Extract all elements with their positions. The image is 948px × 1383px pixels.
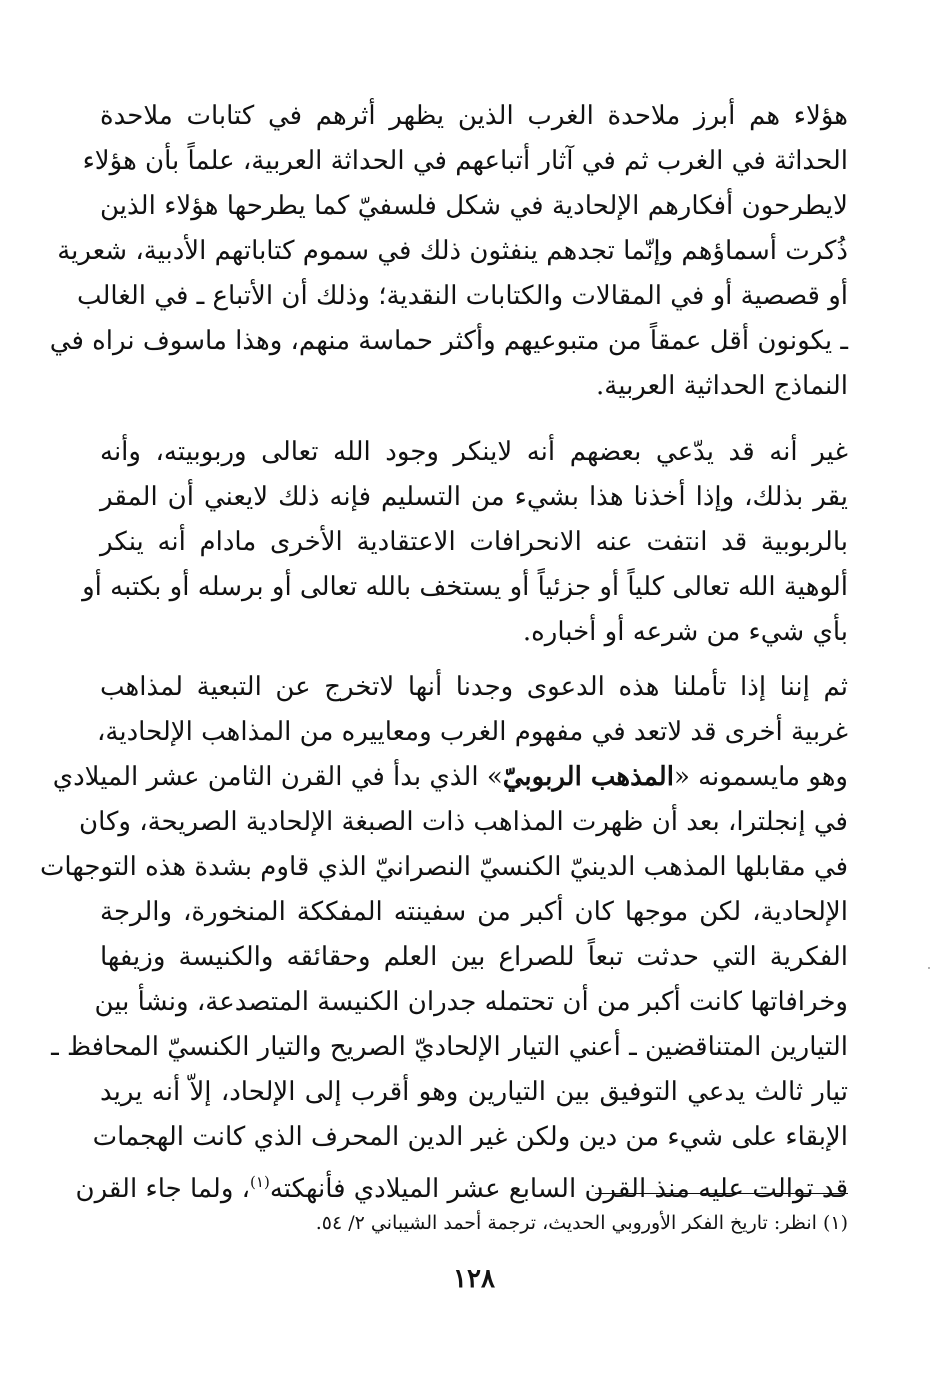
- footnote-marker: (١): [250, 1173, 270, 1191]
- paragraph-2: [82, 430, 848, 655]
- text-fragment: قد توالت عليه منذ القرن السابع عشر الميلادي فأنهكته: [269, 1174, 848, 1204]
- text-fragment: وهو مايسمونه «: [673, 762, 848, 792]
- text-line: الإلحادية، لكن موجها كان أكبر من سفينته المفككة المنخورة، والرجة: [100, 897, 848, 927]
- text-line: ثم إننا إذا تأملنا هذه الدعوى وجدنا أنها لاتخرج عن التبعية لمذاهب: [100, 672, 848, 702]
- text-fragment: » الذي بدأ في القرن الثامن عشر الميلادي: [52, 762, 503, 792]
- text-line: الإبقاء على شيء من دين ولكن غير الدين المحرف الذي كانت الهجمات: [92, 1122, 848, 1152]
- text-line: الحداثة في الغرب ثم في آثار أتباعهم في الحداثة العربية، علماً بأن هؤلاء: [82, 146, 848, 176]
- text-line: النماذج الحداثية العربية.: [596, 371, 848, 401]
- text-line: في مقابلها المذهب الدينيّ الكنسيّ النصرانيّ الذي قاوم بشدة هذه التوجهات: [39, 852, 848, 882]
- text-line: غربية أخرى قد لاتعد في مفهوم الغرب ومعاييره من المذاهب الإلحادية،: [97, 717, 848, 747]
- paragraph-3: [39, 665, 848, 1205]
- text-line: أو قصصية أو في المقالات والكتابات النقدية؛ وذلك أن الأتباع ـ في الغالب: [76, 281, 848, 311]
- footnote-divider: [595, 1193, 848, 1194]
- text-line: هؤلاء هم أبرز ملاحدة الغرب الذين يظهر أثرهم في كتابات ملاحدة: [100, 101, 848, 131]
- text-line: ألوهية الله تعالى كلياً أو جزئياً أو يستخف بالله تعالى أو برسله أو بكتبه أو: [82, 572, 848, 602]
- text-line: لايطرحون أفكارهم الإلحادية في شكل فلسفيّ كما يطرحها هؤلاء الذين: [100, 191, 848, 221]
- page-number: ١٢٨: [453, 1264, 495, 1294]
- text-line: وخرافاتها كانت أكبر من أن تحتمله جدران الكنيسة المتصدعة، ونشأ بين: [94, 987, 848, 1017]
- text-line: الفكرية التي حدثت تبعاً للصراع بين العلم وحقائقه والكنيسة وزيفها: [100, 942, 848, 972]
- text-line: ذُكرت أسماؤهم وإنّما تجدهم ينفثون ذلك في سموم كتاباتهم الأدبية، شعرية: [57, 236, 848, 266]
- paragraph-1: [49, 94, 848, 409]
- bold-term: المذهب الربوبيّ: [502, 762, 674, 792]
- text-line: التيارين المتناقضين ـ أعني التيار الإلحاديّ الصريح والتيار الكنسيّ المحافظ ـ: [51, 1032, 848, 1062]
- text-fragment: ، ولما جاء القرن: [75, 1174, 251, 1204]
- text-line: [75, 1160, 848, 1205]
- text-line: يقر بذلك، وإذا أخذنا هذا بشيء من التسليم فإنه ذلك لايعني أن المقر: [100, 482, 848, 512]
- text-line: تيار ثالث يدعي التوفيق بين التيارين وهو أقرب إلى الإلحاد، إلاّ أنه يريد: [100, 1077, 848, 1107]
- text-line: بأي شيء من شرعه أو أخباره.: [522, 617, 848, 647]
- text-line: بالربوبية قد انتفت عنه الانحرافات الاعتقادية الأخرى مادام أنه ينكر: [100, 527, 848, 557]
- text-line: [52, 755, 848, 800]
- footnote: (١) انظر: تاريخ الفكر الأوروبي الحديث، ترجمة أحمد الشيباني ٢/ ٥٤.: [315, 1212, 848, 1234]
- text-line: ـ يكونون أقل عمقاً من متبوعيهم وأكثر حماسة منهم، وهذا ماسوف نراه في: [49, 326, 848, 356]
- text-line: في إنجلترا، بعد أن ظهرت المذاهب ذات الصبغة الإلحادية الصريحة، وكان: [78, 807, 848, 837]
- text-line: غير أنه قد يدّعي بعضهم أنه لاينكر وجود الله تعالى وربوبيته، وأنه: [100, 437, 848, 467]
- margin-mark: [928, 967, 930, 969]
